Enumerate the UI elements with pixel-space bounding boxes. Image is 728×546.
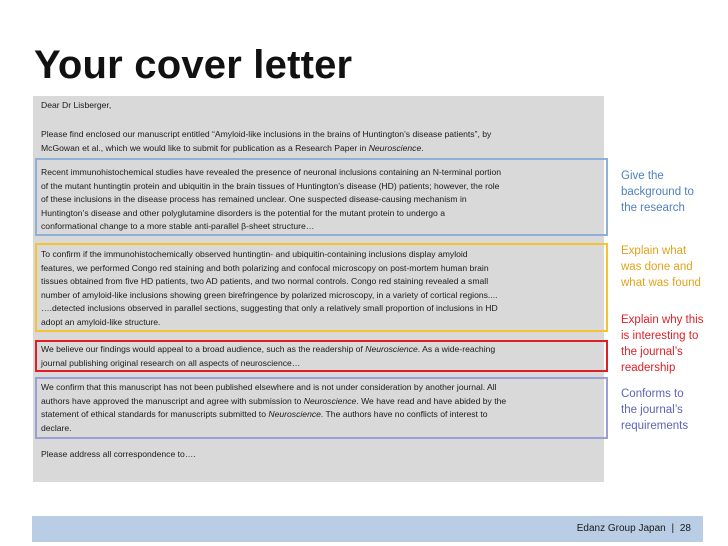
- methods-line: features, we performed Congo red staining and both polarizing and confocal microscopy on post-mortem human brain: [41, 262, 489, 273]
- slide-title: Your cover letter: [34, 43, 353, 87]
- journal-name: Neuroscience: [365, 344, 418, 354]
- methods-line: adopt an amyloid-like structure.: [41, 316, 161, 327]
- methods-line: tissues obtained from five HD patients, two AD patients, and two normal controls. Congo red staining revealed a small: [41, 276, 489, 287]
- footer-separator: |: [671, 523, 675, 534]
- interest-line-2: journal publishing original research on all aspects of neuroscience…: [41, 357, 301, 368]
- background-line: Recent immunohistochemical studies have revealed the presence of neuronal inclusions containing an N-terminal portion: [41, 167, 502, 177]
- methods-line: number of amyloid-like inclusions showing green birefringence by polarized microscopy, in a variety of cortical regions....: [41, 289, 498, 300]
- annotation-interest: Explain why this is interesting to the journal’s readership: [621, 314, 704, 374]
- methods-line: To confirm if the immunohistochemically observed huntingtin- and ubiquitin-containing inclusions display amyloid: [41, 249, 468, 259]
- journal-name: Neuroscience: [303, 395, 357, 406]
- footer-text: [577, 516, 691, 542]
- intro-paragraph: [41, 128, 601, 155]
- background-line: Huntington’s disease and other polyglutamine disorders is the potential for the mutant protein to undergo a: [41, 207, 446, 218]
- journal-name: Neuroscience: [368, 142, 422, 153]
- background-line: conformational change to a more stable anti-parallel β-sheet structure…: [41, 221, 315, 232]
- annotation-methods: Explain what was done and what was found: [621, 245, 701, 289]
- interest-line-1: We believe our findings would appeal to a broad audience, such as the readership of Neuroscience. As a wide-reaching: [41, 344, 496, 354]
- annotation-requirements: Conforms to the journal’s requirements: [621, 388, 689, 432]
- background-paragraph: [41, 166, 601, 234]
- annotation-background: Give the background to the research: [621, 170, 694, 214]
- intro-line-1: Please find enclosed our manuscript entitled “Amyloid-like inclusions in the brains of Huntington’s disease patients”, by: [41, 129, 492, 139]
- methods-paragraph: [41, 248, 601, 330]
- requirements-line-1: We confirm that this manuscript has not been published elsewhere and is not under consideration by another journal. All: [41, 382, 497, 392]
- requirements-line-4: declare.: [41, 422, 72, 433]
- salutation: Dear Dr Lisberger,: [41, 100, 112, 110]
- footer-bar: [32, 516, 703, 542]
- requirements-line-3: statement of ethical standards for manuscripts submitted to Neuroscience. The authors have no conflicts of interest to: [41, 409, 488, 420]
- background-line: of these inclusions in the disease process has remained unclear. One suspected disease-causing mechanism in: [41, 194, 467, 205]
- company-name: Edanz Group Japan: [576, 523, 666, 534]
- journal-name: Neuroscience: [268, 409, 321, 420]
- intro-line-2: McGowan et al., which we would like to submit for publication as a Research Paper in Neuroscience.: [41, 142, 424, 153]
- page-number: 28: [679, 523, 691, 534]
- interest-paragraph: [41, 343, 601, 370]
- methods-line: ….detected inclusions observed in parallel sections, suggesting that only a relatively small proportion of inclusions in HD: [41, 303, 498, 314]
- requirements-line-2: authors have approved the manuscript and agree with submission to Neuroscience. We have read and have abided by the: [41, 395, 507, 406]
- closing-line: Please address all correspondence to….: [41, 449, 196, 459]
- background-line: of the mutant huntingtin protein and ubiquitin in the brain tissues of Huntington’s disease (HD) patients; however, the role: [41, 180, 500, 191]
- requirements-paragraph: [41, 381, 601, 435]
